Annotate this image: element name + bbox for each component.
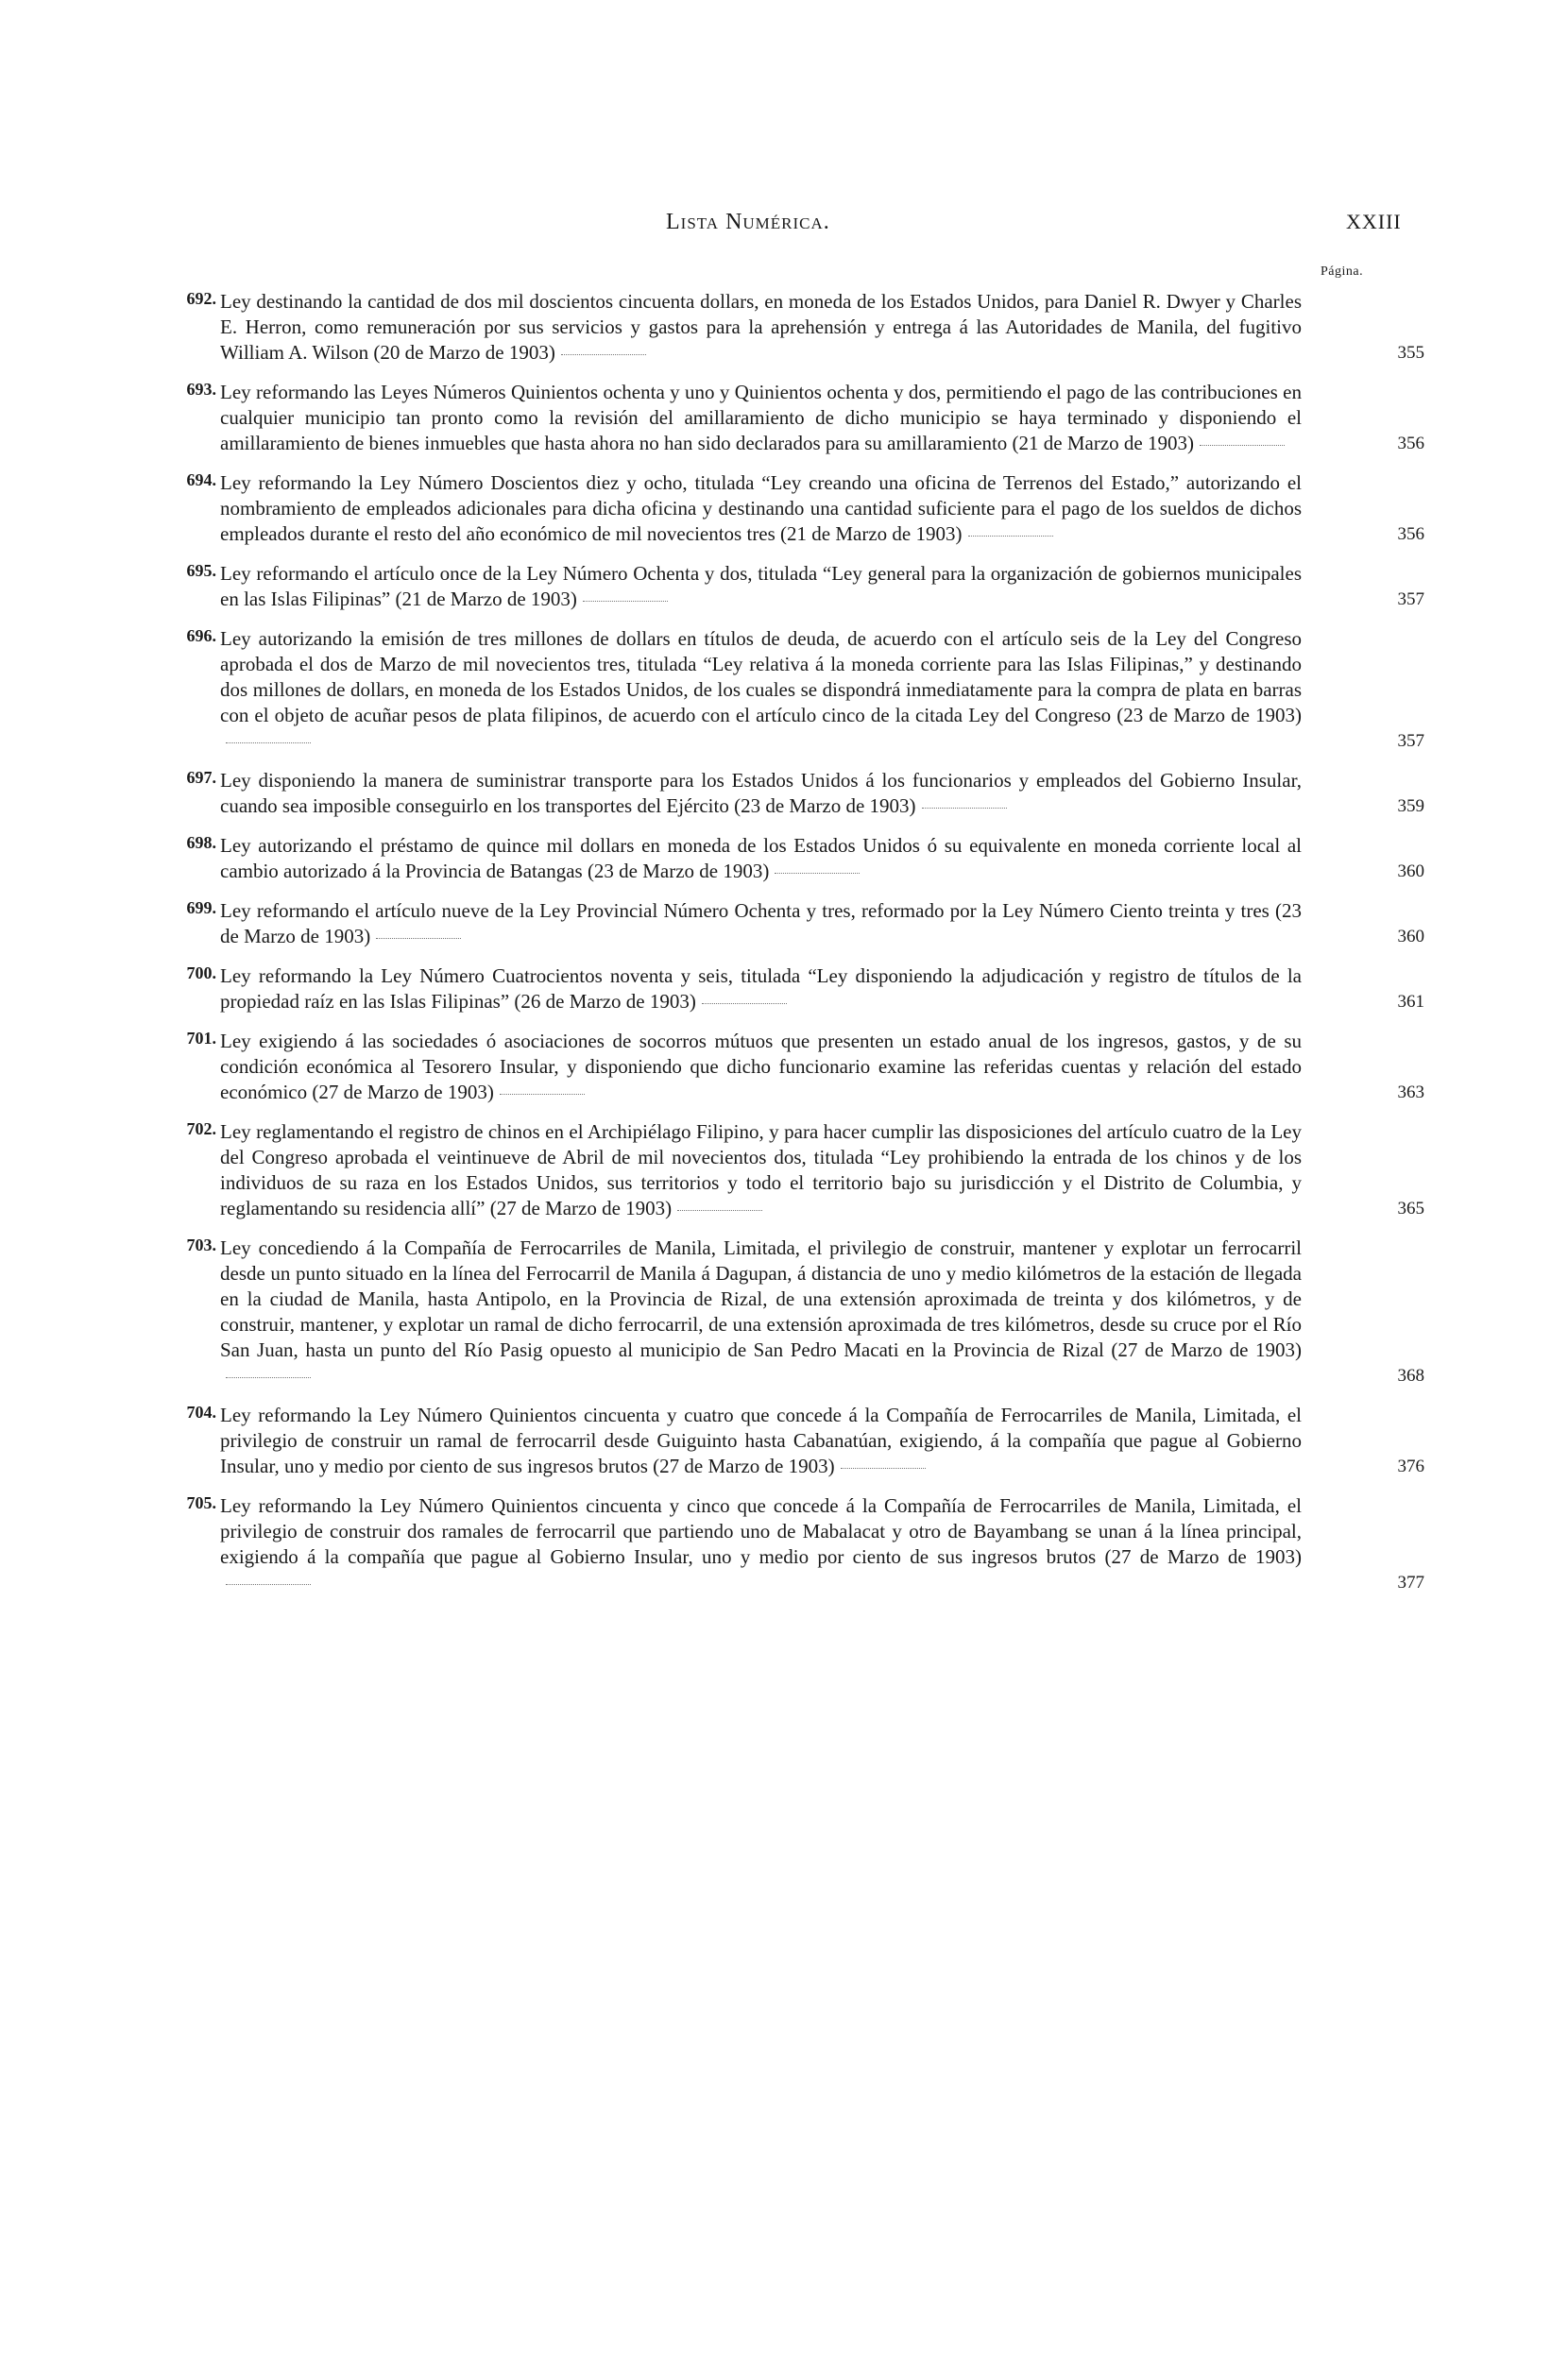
dot-leader [226,1377,311,1378]
list-item [154,768,1424,819]
entry-number: 699. [186,898,216,917]
entry-page-number: 363 [1397,1082,1424,1102]
entry-text-content: Ley reformando la Ley Número Quinientos cincuenta y cinco que concede á la Compañía de Ferrocarriles de Manila, Limitada, el privilegio de construir dos ramales de ferrocarril que partiendo uno de Mabalacat y otro de Bayambang se unan á la línea principal, exigiendo á la compañía que pague al Gobierno Insular, uno y medio por ciento de sus ingresos brutos (27 de Marzo de 1903) [220,1494,1302,1568]
entry-text [220,289,1302,366]
entry-text-content: Ley disponiendo la manera de suministrar transporte para los Estados Unidos á los funcionarios y empleados del Gobierno Insular, cuando sea imposible conseguirlo en los transportes del Ejército (23 de Marzo de 1903) [220,769,1302,817]
entry-text-content: Ley exigiendo á las sociedades ó asociaciones de socorros mútuos que presenten un estado anual de los ingresos, gastos, y de su condición económica al Tesorero Insular, y disponiendo que dicho funcionario examine las referidas cuentas y relación del estado económico (27 de Marzo de 1903) [220,1030,1302,1103]
page-header [0,210,1568,244]
list-item [154,1029,1424,1105]
entry-page-number: 355 [1397,343,1424,363]
entry-number: 694. [186,470,216,489]
page-number: XXIII [1346,210,1402,233]
running-title: Lista Numérica. [666,210,830,234]
list-item [154,289,1424,366]
entry-number: 702. [186,1119,216,1138]
list-item [154,1403,1424,1479]
entry-text [220,1236,1302,1389]
entry-text-content: Ley autorizando la emisión de tres millones de dollars en títulos de deuda, de acuerdo con el artículo seis de la Ley del Congreso aprobada el dos de Marzo de mil novecientos tres, titulada “Ley relativa á la moneda corriente para las Islas Filipinas,” y destinando dos millones de dollars, en moneda de los Estados Unidos, de los cuales se dispondrá inmediatamente para la compra de plata en barras con el objeto de acuñar pesos de plata filipinos, de acuerdo con el artículo cinco de la citada Ley del Congreso (23 de Marzo de 1903) [220,627,1302,726]
entry-text-content: Ley reglamentando el registro de chinos en el Archipiélago Filipino, y para hacer cumplir las disposiciones del artículo cuatro de la Ley del Congreso aprobada el veintinueve de Abril de mil novecientos dos, titulada “Ley prohibiendo la entrada de los chinos y de los individuos de su raza en los Estados Unidos, sus territorios y todo el territorio bajo su jurisdicción y el Distrito de Columbia, y reglamentando su residencia allí” (27 de Marzo de 1903) [220,1120,1302,1219]
entry-text-content: Ley destinando la cantidad de dos mil doscientos cincuenta dollars, en moneda de los Estados Unidos, para Daniel R. Dwyer y Charles E. Herron, como remuneración por sus servicios y gastos para la aprehensión y entrega á las Autoridades de Manila, del fugitivo William A. Wilson (20 de Marzo de 1903) [220,290,1302,364]
list-item [154,380,1424,456]
entry-page-number: 357 [1397,589,1424,609]
entry-text [220,833,1302,884]
entry-text [220,1119,1302,1221]
entry-text-content: Ley reformando el artículo nueve de la Ley Provincial Número Ochenta y tres, reformado por la Ley Número Ciento treinta y tres (23 de Marzo de 1903) [220,899,1302,947]
list-item [154,470,1424,547]
entry-text [220,380,1302,456]
list-item [154,963,1424,1014]
entry-page-number: 357 [1397,731,1424,751]
dot-leader [702,1003,787,1004]
list-item [154,561,1424,612]
dot-leader [500,1094,585,1095]
entry-number: 704. [186,1403,216,1422]
dot-leader [226,1584,311,1585]
entry-page-number: 368 [1397,1366,1424,1386]
entry-number: 696. [186,626,216,645]
list-item [154,1493,1424,1595]
dot-leader [677,1210,762,1211]
dot-leader [583,601,668,602]
entry-text [220,470,1302,547]
entry-text-content: Ley reformando la Ley Número Quinientos cincuenta y cuatro que concede á la Compañía de Ferrocarriles de Manila, Limitada, el privilegio de construir un ramal de ferrocarril desde Guiguinto hasta Cabanatúan, exigiendo, á la compañía que pague al Gobierno Insular, uno y medio por ciento de sus ingresos brutos (27 de Marzo de 1903) [220,1404,1302,1477]
page-column-label: Página. [1321,264,1364,279]
dot-leader [968,536,1053,537]
entry-number: 703. [186,1236,216,1254]
entry-number: 693. [186,380,216,399]
entry-number: 701. [186,1029,216,1048]
entry-number: 700. [186,963,216,982]
entry-text [220,768,1302,819]
entry-text [220,1029,1302,1105]
entry-text [220,898,1302,949]
entry-number: 695. [186,561,216,580]
entry-text-content: Ley reformando el artículo once de la Ley Número Ochenta y dos, titulada “Ley general para la organización de gobiernos municipales en las Islas Filipinas” (21 de Marzo de 1903) [220,562,1302,610]
entry-text [220,1403,1302,1479]
dot-leader [561,354,646,355]
entry-number: 697. [186,768,216,787]
dot-leader [841,1468,926,1469]
entry-number: 692. [186,289,216,308]
entry-page-number: 376 [1397,1457,1424,1476]
entry-page-number: 360 [1397,861,1424,881]
entry-list [154,289,1424,1610]
entry-text-content: Ley reformando la Ley Número Doscientos diez y ocho, titulada “Ley creando una oficina de Terrenos del Estado,” autorizando el nombramiento de empleados adicionales para dicha oficina y destinando una cantidad suficiente para el pago de los sueldos de dichos empleados durante el resto del año económico de mil novecientos tres (21 de Marzo de 1903) [220,471,1302,545]
entry-page-number: 365 [1397,1199,1424,1219]
list-item [154,1119,1424,1221]
list-item [154,1236,1424,1389]
dot-leader [775,873,860,874]
entry-text-content: Ley reformando las Leyes Números Quinientos ochenta y uno y Quinientos ochenta y dos, permitiendo el pago de las contribuciones en cualquier municipio tan pronto como la revisión del amillaramiento de dicho municipio se haya terminado y disponiendo el amillaramiento de bienes inmuebles que hasta ahora no han sido declarados para su amillaramiento (21 de Marzo de 1903) [220,381,1302,454]
entry-page-number: 361 [1397,992,1424,1012]
entry-text [220,963,1302,1014]
dot-leader [1200,445,1285,446]
entry-text [220,1493,1302,1595]
list-item [154,833,1424,884]
entry-text-content: Ley autorizando el préstamo de quince mil dollars en moneda de los Estados Unidos ó su equivalente en moneda corriente local al cambio autorizado á la Provincia de Batangas (23 de Marzo de 1903) [220,834,1302,882]
list-item [154,626,1424,754]
entry-number: 698. [186,833,216,852]
entry-text [220,626,1302,754]
entry-text-content: Ley concediendo á la Compañía de Ferrocarriles de Manila, Limitada, el privilegio de construir, mantener y explotar un ferrocarril desde un punto situado en la línea del Ferrocarril de Manila á Dagupan, á distancia de uno y medio kilómetros de la estación de llegada en la ciudad de Manila, hasta Antipolo, en la Provincia de Rizal, de una extensión aproximada de treinta y dos kilómetros, y de construir, mantener, y explotar un ramal de dicho ferrocarril, de una extensión aproximada de tres kilómetros, desde su cruce por el Río San Juan, hasta un punto del Río Pasig opuesto al municipio de San Pedro Macati en la Provincia de Rizal (27 de Marzo de 1903) [220,1236,1302,1361]
dot-leader [922,808,1007,809]
entry-page-number: 356 [1397,434,1424,453]
entry-text [220,561,1302,612]
entry-number: 705. [186,1493,216,1512]
dot-leader [226,742,311,743]
entry-page-number: 377 [1397,1573,1424,1593]
dot-leader [376,938,461,939]
entry-page-number: 360 [1397,927,1424,946]
list-item [154,898,1424,949]
entry-page-number: 359 [1397,796,1424,816]
entry-text-content: Ley reformando la Ley Número Cuatrocientos noventa y seis, titulada “Ley disponiendo la adjudicación y registro de títulos de la propiedad raíz en las Islas Filipinas” (26 de Marzo de 1903) [220,964,1302,1013]
entry-page-number: 356 [1397,524,1424,544]
